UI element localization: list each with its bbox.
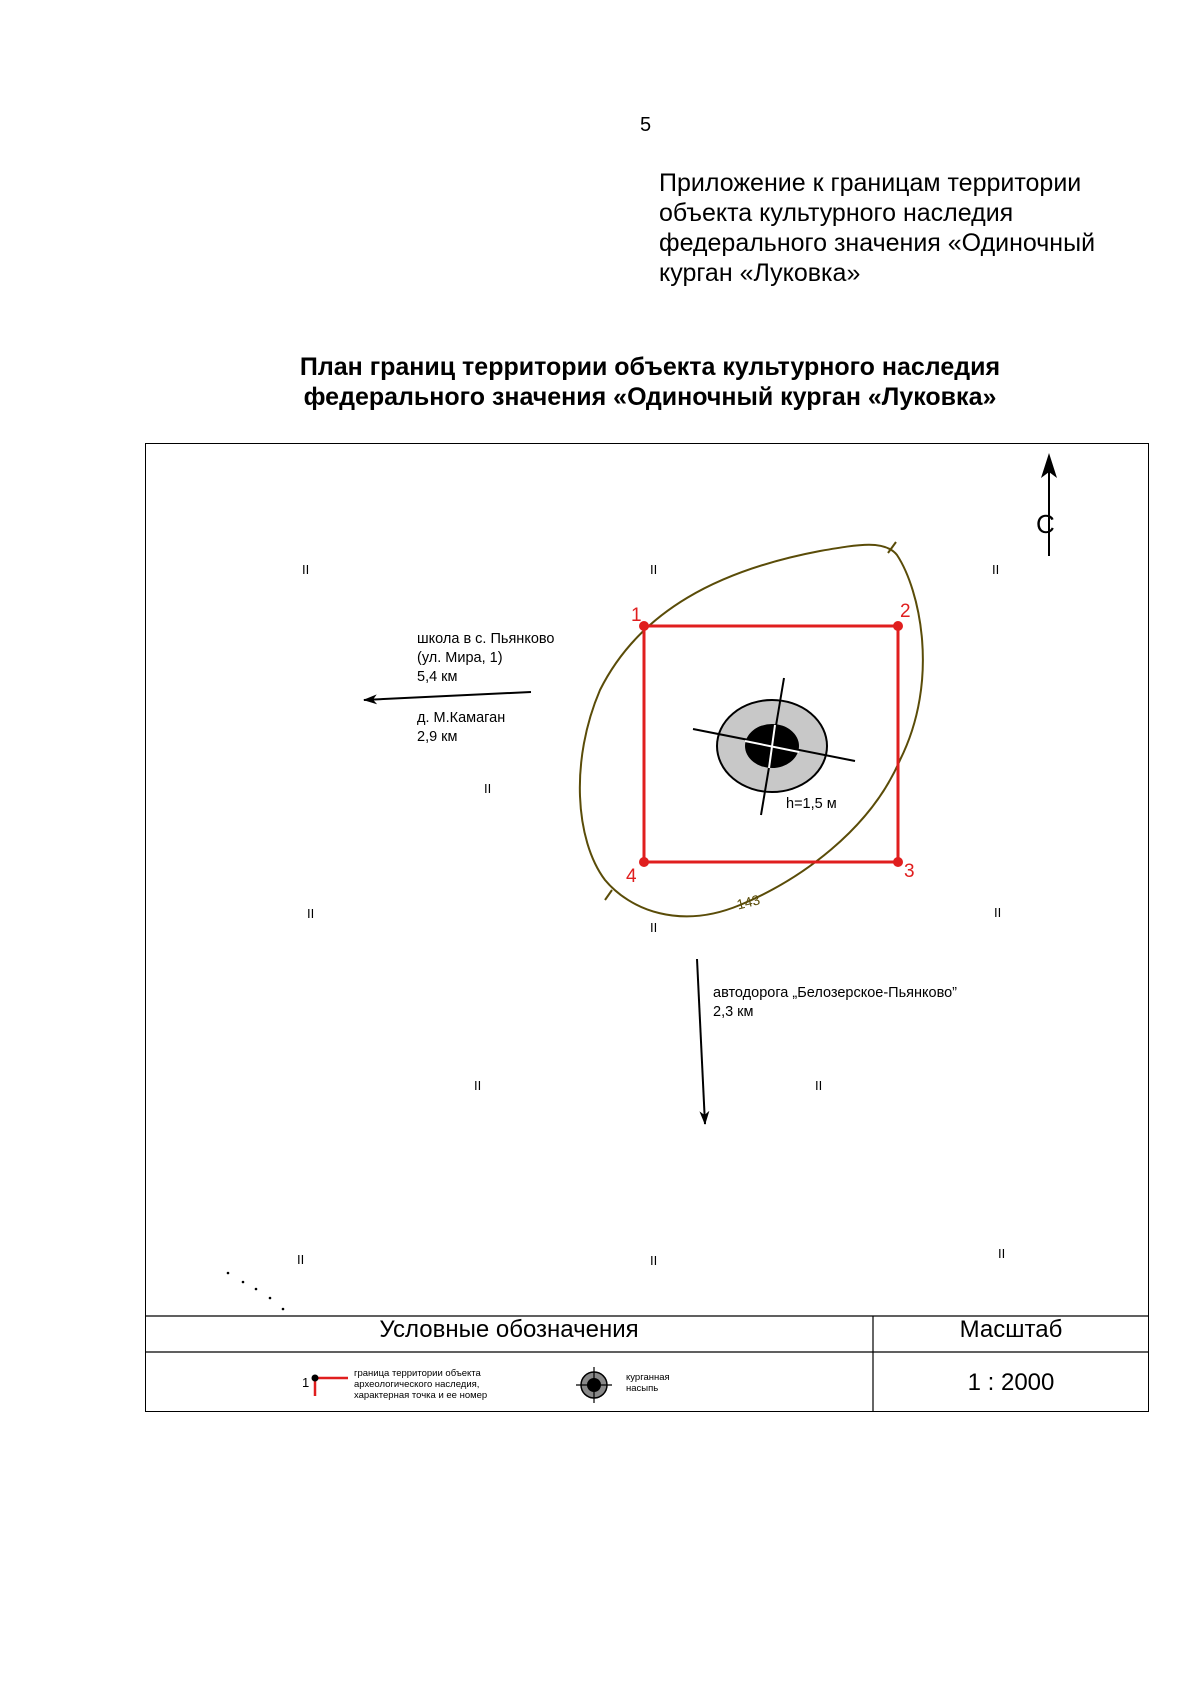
plan-title-line: федерального значения «Одиночный курган «Луковка»: [303, 383, 997, 411]
boundary-point: [893, 857, 903, 867]
school-direction-line: школа в с. Пьянково: [417, 631, 555, 647]
road-direction-arrow: [697, 959, 705, 1124]
mound-height-label: h=1,5 м: [786, 796, 837, 812]
appendix-line: объекта культурного наследия: [659, 199, 1014, 227]
north-label: С: [1036, 509, 1055, 539]
legend-boundary-line: археологического наследия,: [354, 1379, 480, 1390]
grass-symbol: II: [650, 920, 658, 935]
road-direction-line: 2,3 км: [713, 1004, 754, 1020]
grass-symbol: II: [992, 562, 1000, 577]
dotted-trace: [227, 1272, 285, 1311]
boundary-point-label-4: 4: [626, 866, 637, 887]
road-direction-label: [713, 984, 957, 1022]
grass-symbol: II: [307, 906, 315, 921]
village-direction-label: [417, 709, 505, 747]
legend-mound-icon: [576, 1367, 612, 1403]
grass-symbol: II: [815, 1078, 823, 1093]
grass-symbol: II: [484, 781, 492, 796]
contour-tick: [605, 890, 612, 900]
grass-symbol: II: [650, 1253, 658, 1268]
school-direction-line: 5,4 км: [417, 669, 458, 685]
legend-boundary-line: граница территории объекта: [354, 1368, 481, 1379]
village-direction-line: д. М.Камаган: [417, 710, 506, 726]
scale-value: 1 : 2000: [967, 1369, 1055, 1396]
village-direction-line: 2,9 км: [417, 729, 458, 745]
school-direction-label: [417, 630, 555, 687]
legend-point-number: 1: [302, 1375, 310, 1390]
boundary-point-label-1: 1: [631, 605, 642, 626]
boundary-point: [639, 857, 649, 867]
grass-symbol: II: [998, 1246, 1006, 1261]
boundary-point-label-2: 2: [900, 601, 911, 622]
appendix-line: курган «Луковка»: [659, 259, 861, 287]
grass-symbol: II: [297, 1252, 305, 1267]
grass-symbol: II: [650, 562, 658, 577]
legend-boundary-point-icon: [312, 1375, 319, 1382]
school-direction-line: (ул. Мира, 1): [417, 650, 503, 666]
boundary-point-label-3: 3: [904, 861, 915, 882]
legend-heading: Условные обозначения: [379, 1316, 639, 1343]
contour-label: 143: [735, 891, 762, 913]
page-number: 5: [640, 114, 652, 136]
road-direction-line: автодорога „Белозерское-Пьянково”: [713, 985, 958, 1001]
legend-boundary-text: [354, 1368, 487, 1401]
appendix-line: федерального значения «Одиночный: [659, 229, 1096, 257]
scale-heading: Масштаб: [959, 1316, 1063, 1343]
school-direction-arrow: [364, 692, 531, 700]
legend-mound-line: насыпь: [626, 1383, 659, 1394]
grass-symbol: II: [302, 562, 310, 577]
appendix-line: Приложение к границам территории: [659, 169, 1082, 197]
legend-mound-text: [626, 1372, 670, 1394]
legend-boundary-line: характерная точка и ее номер: [354, 1390, 488, 1401]
plan-title-line: План границ территории объекта культурного наследия: [299, 353, 1001, 381]
legend-mound-line: курганная: [626, 1372, 670, 1383]
grass-symbol: II: [474, 1078, 482, 1093]
grass-symbol: II: [994, 905, 1002, 920]
